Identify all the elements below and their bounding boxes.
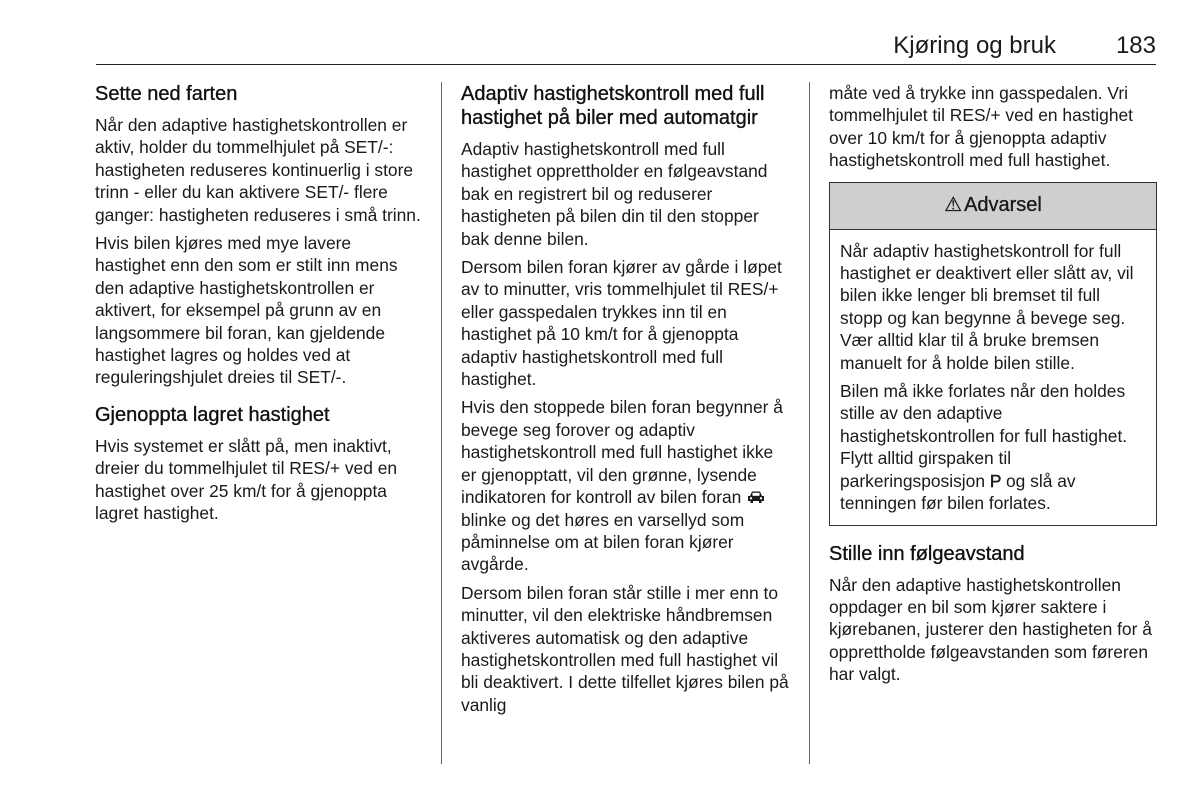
paragraph-text: blinke og det høres en varsellyd som påminnelse om at bilen foran kjører avgårde. bbox=[461, 509, 745, 575]
warning-paragraph: Når adaptiv hastighetskontroll for full hastighet er deaktivert eller slått av, vil bilen ikke lenger bli bremset til full stopp og kan begynne å bevege seg. Vær alltid klar til å bruke bremsen manuelt for å holde bilen stille. bbox=[840, 240, 1134, 373]
paragraph bbox=[461, 396, 791, 575]
paragraph: Hvis bilen kjøres med mye lavere hastighet enn den som er stilt inn mens den adaptive hastighetskontrollen er aktivert, for eksempel på grunn av en langsommere bil foran, kan gjeldende hastighet lagres og holdes ved at reguleringshjulet dreies til SET/-. bbox=[95, 233, 398, 388]
warning-header bbox=[830, 183, 1156, 230]
column-right bbox=[829, 82, 1159, 692]
warning-box bbox=[829, 182, 1157, 526]
paragraph: Dersom bilen foran kjører av gårde i løpet av to minutter, vris tommelhjulet til RES/+ eller gasspedalen trykkes inn til en hastighet på 10 km/t for å gjenoppta adaptiv hastighetskontroll med full hastighet. bbox=[461, 257, 782, 390]
warning-text: Bilen må ikke forlates når den holdes stille av den adaptive hastighetskontrollen for full hastighet. Flytt alltid girspaken til parkeringsposisjon bbox=[840, 381, 1128, 491]
warning-paragraph bbox=[840, 380, 1146, 514]
column-divider bbox=[441, 82, 442, 764]
paragraph: Når den adaptive hastighetskontrollen oppdager en bil som kjører saktere i kjørebanen, justerer den hastigheten for å opprettholde følgeavstanden som føreren har valgt. bbox=[829, 574, 1152, 685]
warning-title: Advarsel bbox=[964, 194, 1042, 217]
page-number: 183 bbox=[1115, 32, 1156, 59]
column-left bbox=[95, 82, 425, 531]
vehicle-ahead-icon bbox=[746, 490, 766, 504]
paragraph: måte ved å trykke inn gasspedalen. Vri tommelhjulet til RES/+ ved en hastighet over 10 km/t for å gjenoppta adaptiv hastighetskontroll med full hastighet. bbox=[829, 83, 1134, 171]
paragraph: Hvis systemet er slått på, men inaktivt, dreier du tommelhjulet til RES/+ ved en hastighet over 25 km/t for å gjenoppta lagret hastighet. bbox=[95, 435, 398, 524]
heading-stille-inn-folgeavstand: Stille inn følgeavstand bbox=[829, 542, 1025, 565]
gear-position-label: P bbox=[989, 470, 1002, 491]
warning-triangle-icon: ⚠ bbox=[944, 194, 963, 217]
column-divider bbox=[809, 82, 810, 764]
warning-body bbox=[830, 230, 1156, 525]
paragraph: Adaptiv hastighetskontroll med full hastighet opprettholder en følgeavstand bak en registrert bil og reduserer hastigheten på bilen din til den stopper bak denne bilen. bbox=[461, 139, 768, 249]
paragraph-text: Hvis den stoppede bilen foran begynner å bevege seg forover og adaptiv hastighetskontroll med full hastighet ikke er gjenopptatt, vil den grønne, lysende indikatoren for kontroll av bilen foran bbox=[461, 397, 783, 508]
paragraph: Når den adaptive hastighetskontrollen er aktiv, holder du tommelhjulet på SET/-: hastigheten reduseres kontinuerlig i store trinn - eller du kan aktivere SET/- flere ganger: hastigheten reduseres i små trinn. bbox=[95, 115, 421, 225]
column-middle bbox=[461, 82, 791, 722]
heading-sette-ned-farten: Sette ned farten bbox=[95, 83, 238, 105]
page-header bbox=[96, 30, 1156, 65]
heading-gjenoppta-lagret-hastighet: Gjenoppta lagret hastighet bbox=[95, 403, 330, 426]
heading-adaptiv-hastighetskontroll: Adaptiv hastighetskontroll med full hastighet på biler med automatgir bbox=[461, 83, 765, 129]
section-title: Kjøring og bruk bbox=[893, 32, 1056, 59]
paragraph: Dersom bilen foran står stille i mer enn to minutter, vil den elektriske håndbremsen aktiveres automatisk og den adaptive hastighetskontrollen med full hastighet vil bli deaktivert. I dette tilfellet kjøres bilen på vanlig bbox=[461, 582, 789, 715]
warning-text: og slå av tenningen før bilen forlates. bbox=[840, 470, 1076, 514]
